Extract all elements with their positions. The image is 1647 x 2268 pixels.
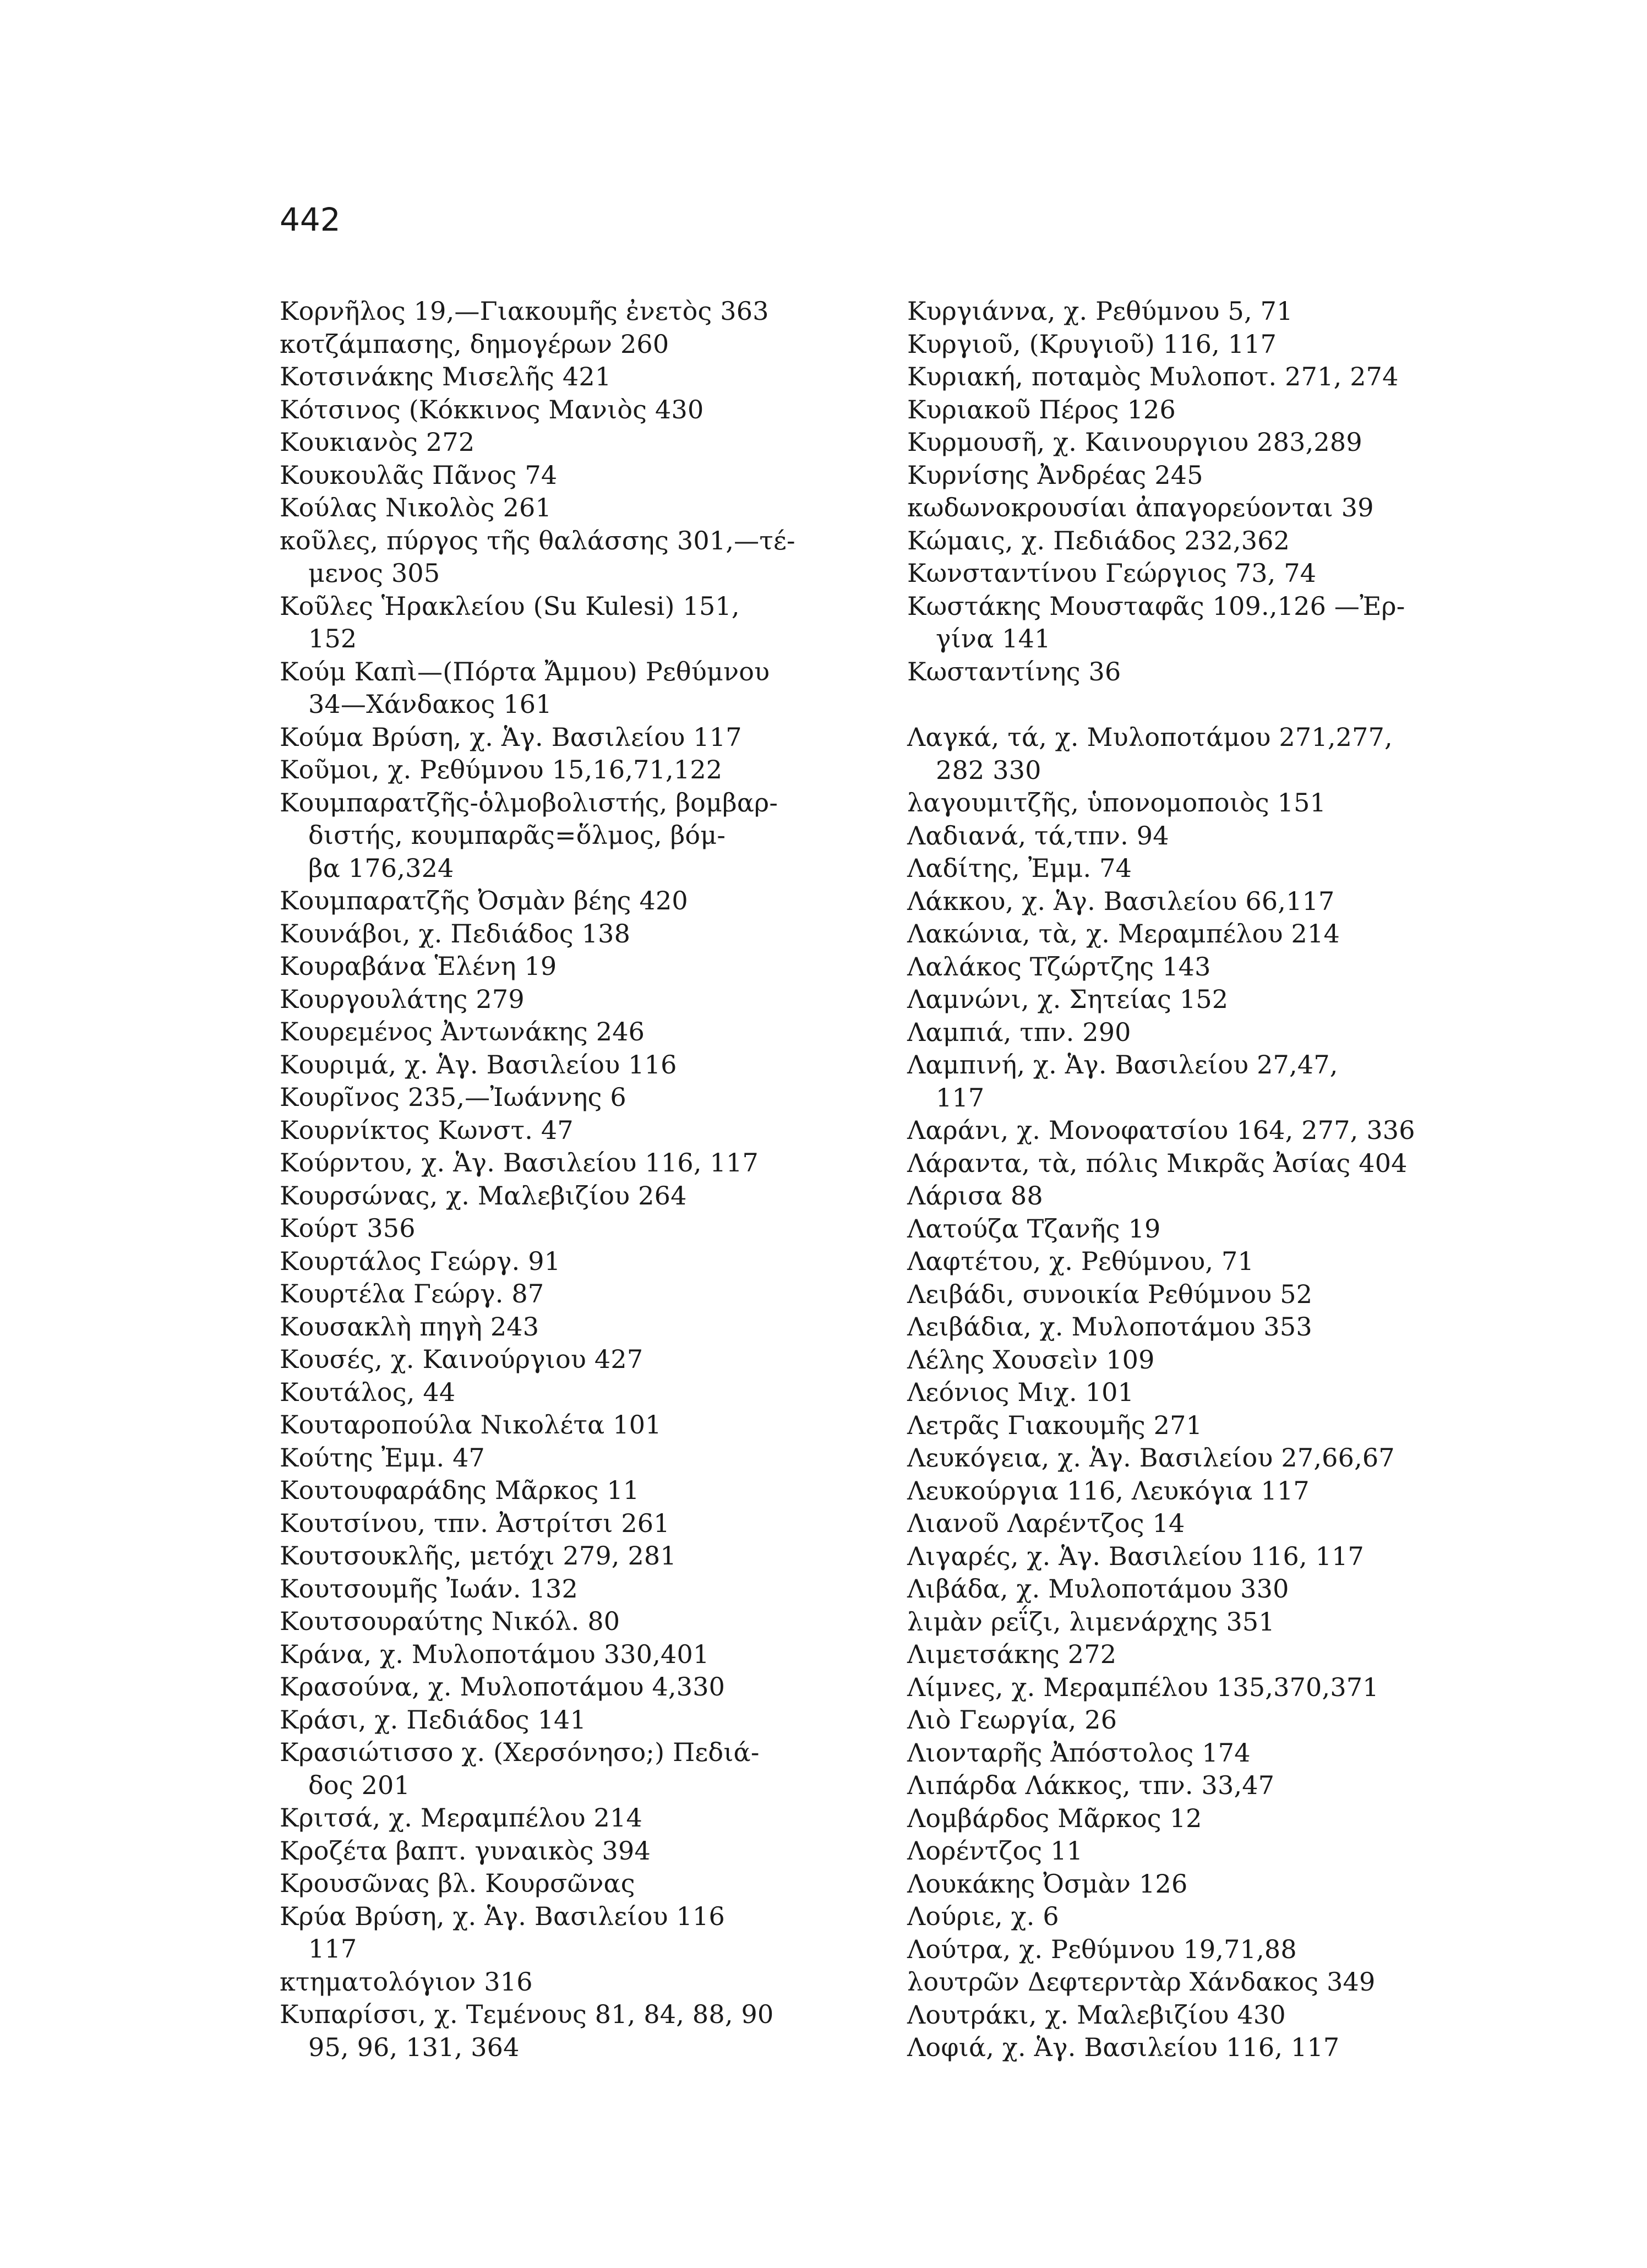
index-entry <box>280 1507 858 1540</box>
index-entry-line: Κουτσίνου, τπν. Ἀστρίτσι 261 <box>280 1508 670 1538</box>
index-entry <box>907 361 1491 394</box>
index-entry <box>280 1966 858 1999</box>
index-entry-line: Λαδιανά, τά,τπν. 94 <box>907 820 1169 850</box>
index-entry <box>280 1867 858 1900</box>
index-entry <box>280 1704 858 1737</box>
index-entry-line: Λουτράκι, χ. Μαλεβιζίου 430 <box>907 1999 1286 2030</box>
index-entry <box>907 721 1491 787</box>
index-entry <box>907 1671 1491 1704</box>
index-entry <box>280 459 858 492</box>
index-entry-line: Κουτσουκλῆς, μετόχι 279, 281 <box>280 1541 677 1571</box>
index-entry <box>280 1573 858 1606</box>
index-entry-line: Κρασιώτισσο χ. (Χερσόνησο;) Πεδιά- <box>280 1737 760 1767</box>
index-entry <box>280 1016 858 1049</box>
index-entry-continuation: 117 <box>936 1082 985 1113</box>
index-entry <box>280 1638 858 1671</box>
index-entry <box>907 885 1491 918</box>
index-entry <box>907 852 1491 885</box>
index-entry <box>907 820 1491 853</box>
index-entry-line: Κυρνίσης Ἀνδρέας 245 <box>907 460 1203 490</box>
index-entry <box>280 394 858 427</box>
index-entry <box>907 1573 1491 1606</box>
index-entry <box>907 1966 1491 1999</box>
index-entry-line: Κρουσῶνας βλ. Κουρσῶνας <box>280 1868 635 1898</box>
index-entry <box>280 1212 858 1245</box>
index-entry-line: Κυργιοῦ, (Κρυγιοῦ) 116, 117 <box>907 329 1277 359</box>
index-entry-line: κτηματολόγιον 316 <box>280 1966 533 1997</box>
index-entry <box>280 787 858 885</box>
index-entry-line: Λακώνια, τὰ, χ. Μεραμπέλου 214 <box>907 919 1340 948</box>
index-entry-continuation: 117 <box>308 1934 357 1964</box>
index-entry-continuation: βα 176,324 <box>308 853 454 883</box>
index-entry-line: Κροζέτα βαπτ. γυναικὸς 394 <box>280 1835 651 1866</box>
index-entry-line: Κοτσινάκης Μισελῆς 421 <box>280 362 612 391</box>
index-entry <box>907 1442 1491 1475</box>
index-entry-line: Κορνῆλος 19,—Γιακουμῆς ἐνετὸς 363 <box>280 296 769 326</box>
index-entry <box>907 1769 1491 1802</box>
index-entry <box>280 950 858 983</box>
index-entry-line: Λαράνι, χ. Μονοφατσίου 164, 277, 336 <box>907 1115 1415 1145</box>
index-entry-continuation: μενος 305 <box>308 558 440 588</box>
index-entry <box>280 361 858 394</box>
index-entry <box>907 1802 1491 1835</box>
index-entry-line: Κουρσώνας, χ. Μαλεβιζίου 264 <box>280 1180 687 1211</box>
index-entry-line: Κουταροπούλα Νικολέτα 101 <box>280 1410 662 1440</box>
index-entry-line: Κουρτέλα Γεώργ. 87 <box>280 1279 544 1309</box>
index-entry <box>907 1049 1491 1114</box>
index-entry <box>907 787 1491 820</box>
index-entry-line: Κουσακλὴ πηγὴ 243 <box>280 1311 539 1342</box>
index-entry-line: Λομβάρδος Μᾶρκος 12 <box>907 1803 1202 1833</box>
index-entry-line: Λίμνες, χ. Μεραμπέλου 135,370,371 <box>907 1672 1379 1702</box>
index-entry-line: Λιὸ Γεωργία, 26 <box>907 1705 1117 1735</box>
index-entry <box>280 492 858 525</box>
index-entry-line: Κωνσταντίνου Γεώργιος 73, 74 <box>907 558 1317 588</box>
index-entry-line: Κουσές, χ. Καινούργιου 427 <box>280 1344 643 1374</box>
index-entry-line: Λαφτέτου, χ. Ρεθύμνου, 71 <box>907 1246 1254 1276</box>
index-entry <box>280 590 858 656</box>
index-entry <box>907 1999 1491 2032</box>
index-entry-line: Κράνα, χ. Μυλοποτάμου 330,401 <box>280 1639 710 1669</box>
index-entry-line: Λαμπινή, χ. Ἁγ. Βασιλείου 27,47, <box>907 1050 1338 1080</box>
index-entry <box>280 1147 858 1180</box>
index-entry-line: Λεόνιος Μιχ. 101 <box>907 1377 1135 1407</box>
index-entry-line: Κωστάκης Μουσταφᾶς 109.,126 —Ἐρ- <box>907 591 1405 621</box>
index-entry <box>280 1802 858 1835</box>
index-entry <box>280 656 858 721</box>
index-entry-line: Λιμετσάκης 272 <box>907 1639 1117 1669</box>
index-entry <box>907 328 1491 361</box>
index-entry-line: Κουριμά, χ. Ἁγ. Βασιλείου 116 <box>280 1049 677 1080</box>
index-entry <box>907 1540 1491 1573</box>
index-entry-line: Λούριε, χ. 6 <box>907 1901 1059 1931</box>
index-entry-line: Κουκουλᾶς Πᾶνος 74 <box>280 460 558 490</box>
index-entry-line: Κούρντου, χ. Ἁγ. Βασιλείου 116, 117 <box>280 1148 759 1177</box>
index-entry-line: Λιανοῦ Λαρέντζος 14 <box>907 1508 1185 1538</box>
index-entry-line: Λάραντα, τὰ, πόλις Μικρᾶς Ἀσίας 404 <box>907 1148 1408 1178</box>
index-entry <box>907 590 1491 656</box>
index-entry <box>907 951 1491 984</box>
index-entry <box>907 426 1491 459</box>
index-entry-continuation: γίνα 141 <box>936 624 1051 653</box>
index-entry <box>907 1900 1491 1933</box>
index-entry-line: κοτζάμπασης, δημογέρων 260 <box>280 329 669 359</box>
index-entry <box>280 1311 858 1344</box>
index-entry-line: Κοῦλες Ἡρακλείου (Su Kulesi) 151, <box>280 591 740 621</box>
index-entry <box>907 1868 1491 1901</box>
index-entry-line: Κωσταντίνης 36 <box>907 656 1121 686</box>
index-entry <box>280 1278 858 1311</box>
index-entry-line: Κυρμουσῆ, χ. Καινουργιου 283,289 <box>907 427 1362 457</box>
index-entry-line: Λαλάκος Τζώρτζης 143 <box>907 951 1211 982</box>
index-entry-line: Λιβάδα, χ. Μυλοποτάμου 330 <box>907 1574 1289 1604</box>
index-entry-line: Λαμπιά, τπν. 290 <box>907 1017 1131 1047</box>
index-entry <box>907 394 1491 427</box>
index-entry-continuation: διστής, κουμπαρᾶς=ὅλμος, βόμ- <box>308 820 726 850</box>
index-entry-continuation: 152 <box>308 624 357 653</box>
index-entry-line: Κρασούνα, χ. Μυλοποτάμου 4,330 <box>280 1672 726 1702</box>
index-entry-line: Λιγαρές, χ. Ἁγ. Βασιλείου 116, 117 <box>907 1541 1365 1571</box>
index-entry <box>280 1998 858 2064</box>
index-entry-line: Κρύα Βρύση, χ. Ἁγ. Βασιλείου 116 <box>280 1901 725 1931</box>
index-entry <box>907 1737 1491 1770</box>
index-entry-continuation: 95, 96, 131, 364 <box>308 2032 520 2062</box>
index-column-left <box>280 295 858 2064</box>
index-entry <box>907 1638 1491 1671</box>
index-entry <box>280 295 858 328</box>
index-entry-line: Κουκιανὸς 272 <box>280 427 475 457</box>
index-entry <box>907 1344 1491 1377</box>
index-entry-line: Κουρῖνος 235,—Ἰωάννης 6 <box>280 1082 626 1112</box>
index-entry <box>280 1474 858 1507</box>
index-entry-line: Κουρτάλος Γεώργ. 91 <box>280 1246 561 1276</box>
index-entry <box>907 1016 1491 1049</box>
index-entry-line: Λοφιά, χ. Ἁγ. Βασιλείου 116, 117 <box>907 2032 1340 2062</box>
index-entry <box>280 328 858 361</box>
index-entry <box>280 1442 858 1475</box>
index-entry <box>280 1409 858 1442</box>
index-entry-line: Λειβάδι, συνοικία Ρεθύμνου 52 <box>907 1279 1313 1309</box>
index-entry-line: Κούμ Καπὶ—(Πόρτα Ἄμμου) Ρεθύμνου <box>280 656 770 686</box>
index-entry-line: Κούτης Ἐμμ. 47 <box>280 1442 486 1473</box>
index-entry-line: Λιονταρῆς Ἀπόστολος 174 <box>907 1737 1251 1768</box>
index-entry-line: Λάκκου, χ. Ἁγ. Βασιλείου 66,117 <box>907 886 1335 916</box>
index-entry-line: κοῦλες, πύργος τῆς θαλάσσης 301,—τέ- <box>280 525 795 555</box>
index-entry-continuation: 34—Χάνδακος 161 <box>308 689 552 719</box>
index-entry <box>280 885 858 918</box>
index-entry <box>907 492 1491 525</box>
index-entry-line: Λετρᾶς Γιακουμῆς 271 <box>907 1410 1203 1440</box>
index-entry <box>280 1540 858 1573</box>
index-entry-line: Κούλας Νικολὸς 261 <box>280 493 552 522</box>
index-entry <box>280 1343 858 1376</box>
index-entry-line: Λατούζα Τζανῆς 19 <box>907 1213 1161 1244</box>
index-entry <box>280 1835 858 1868</box>
index-entry-line: Κουργουλάτης 279 <box>280 984 525 1014</box>
index-entry <box>907 1311 1491 1344</box>
index-entry-line: κωδωνοκρουσίαι ἀπαγορεύονται 39 <box>907 493 1374 522</box>
index-entry-line: Κουραβάνα Ἑλένη 19 <box>280 951 557 981</box>
index-entry <box>280 918 858 951</box>
page-number: 442 <box>280 201 341 238</box>
index-entry <box>280 1081 858 1114</box>
index-entry <box>280 1376 858 1409</box>
index-entry-line: Κράσι, χ. Πεδιάδος 141 <box>280 1704 586 1735</box>
index-entry <box>280 525 858 590</box>
index-entry-line: Λαγκά, τά, χ. Μυλοποτάμου 271,277, <box>907 722 1393 752</box>
section-gap <box>907 688 1491 721</box>
index-entry-continuation: δος 201 <box>308 1770 410 1800</box>
index-entry-line: Κοῦμοι, χ. Ρεθύμνου 15,16,71,122 <box>280 755 723 784</box>
index-entry-line: Κουμπαρατζῆς-ὁλμοβολιστής, βομβαρ- <box>280 787 778 817</box>
index-entry-line: Κούρτ 356 <box>280 1213 416 1243</box>
index-entry <box>907 1507 1491 1540</box>
index-entry-line: Κουρεμένος Ἀντωνάκης 246 <box>280 1017 645 1046</box>
index-entry <box>280 1900 858 1966</box>
index-entry-line: Κουτσουμῆς Ἰωάν. 132 <box>280 1573 578 1604</box>
index-entry <box>907 2031 1491 2064</box>
index-entry-line: Λιπάρδα Λάκκος, τπν. 33,47 <box>907 1770 1275 1800</box>
index-entry <box>907 918 1491 951</box>
index-entry <box>907 557 1491 590</box>
index-entry-line: Κουτουφαράδης Μᾶρκος 11 <box>280 1475 640 1505</box>
index-entry <box>907 1475 1491 1508</box>
index-entry <box>907 1835 1491 1868</box>
index-entry <box>907 1213 1491 1246</box>
index-entry-line: Κούμα Βρύση, χ. Ἁγ. Βασιλείου 117 <box>280 722 742 752</box>
index-entry <box>907 295 1491 328</box>
index-entry-line: Λουκάκης Ὀσμὰν 126 <box>907 1868 1188 1899</box>
index-entry-line: Λαμνώνι, χ. Σητείας 152 <box>907 984 1229 1014</box>
index-entry <box>280 1180 858 1213</box>
index-entry <box>907 1933 1491 1966</box>
index-entry-continuation: 282 330 <box>936 755 1041 785</box>
index-entry-line: λαγουμιτζῆς, ὑπονομοποιὸς 151 <box>907 788 1327 817</box>
index-entry-line: Κουρνίκτος Κωνστ. 47 <box>280 1115 574 1145</box>
index-entry <box>280 754 858 787</box>
index-entry <box>280 1049 858 1082</box>
index-column-right <box>907 295 1491 2064</box>
index-entry <box>907 656 1491 689</box>
index-entry <box>907 1704 1491 1737</box>
index-entry-line: Κουνάβοι, χ. Πεδιάδος 138 <box>280 918 631 948</box>
index-entry-line: Λαδίτης, Ἐμμ. 74 <box>907 853 1132 883</box>
index-entry <box>280 1605 858 1638</box>
index-entry <box>280 1671 858 1704</box>
index-entry-line: Λειβάδια, χ. Μυλοποτάμου 353 <box>907 1312 1312 1342</box>
index-entry-line: Κώμαις, χ. Πεδιάδος 232,362 <box>907 525 1290 555</box>
index-entry <box>280 983 858 1016</box>
index-entry <box>280 721 858 754</box>
index-entry-line: Κουτάλος, 44 <box>280 1377 456 1407</box>
index-entry-line: Λούτρα, χ. Ρεθύμνου 19,71,88 <box>907 1934 1297 1964</box>
index-entry <box>280 426 858 459</box>
index-entry <box>907 983 1491 1016</box>
index-entry <box>907 1278 1491 1311</box>
index-entry <box>907 1245 1491 1278</box>
index-entry <box>907 1147 1491 1180</box>
index-entry <box>907 525 1491 558</box>
index-entry <box>907 1606 1491 1639</box>
index-entry-line: Κυργιάννα, χ. Ρεθύμνου 5, 71 <box>907 296 1293 326</box>
index-entry-line: Κουμπαρατζῆς Ὀσμὰν βέης 420 <box>280 886 688 915</box>
index-entry-line: Κυπαρίσσι, χ. Τεμένους 81, 84, 88, 90 <box>280 1999 774 2029</box>
index-entry-line: λουτρῶν Δεφτερντὰρ Χάνδακος 349 <box>907 1967 1376 1997</box>
index-entry <box>907 1409 1491 1442</box>
index-entry-line: Κριτσά, χ. Μεραμπέλου 214 <box>280 1803 642 1833</box>
index-entry-line: Κουτσουραύτης Νικόλ. 80 <box>280 1606 620 1636</box>
index-entry-line: Λευκούργια 116, Λευκόγια 117 <box>907 1475 1310 1506</box>
index-entry-line: Λέλης Χουσεὶν 109 <box>907 1344 1155 1375</box>
index-entry-line: Κυριακοῦ Πέρος 126 <box>907 394 1176 424</box>
index-entry-line: λιμὰν ρεΐζι, λιμενάρχης 351 <box>907 1606 1275 1637</box>
index-entry-line: Κυριακή, ποταμὸς Μυλοποτ. 271, 274 <box>907 362 1399 391</box>
index-entry-line: Λευκόγεια, χ. Ἁγ. Βασιλείου 27,66,67 <box>907 1443 1395 1473</box>
index-entry-line: Λορέντζος 11 <box>907 1836 1083 1866</box>
index-entry <box>280 1245 858 1278</box>
index-entry <box>907 1180 1491 1213</box>
index-entry <box>907 1376 1491 1409</box>
index-entry <box>907 459 1491 492</box>
index-entry <box>907 1114 1491 1147</box>
index-entry-line: Κότσινος (Κόκκινος Μανιὸς 430 <box>280 394 704 424</box>
index-entry <box>280 1114 858 1147</box>
index-entry <box>280 1736 858 1802</box>
index-entry-line: Λάρισα 88 <box>907 1181 1043 1211</box>
